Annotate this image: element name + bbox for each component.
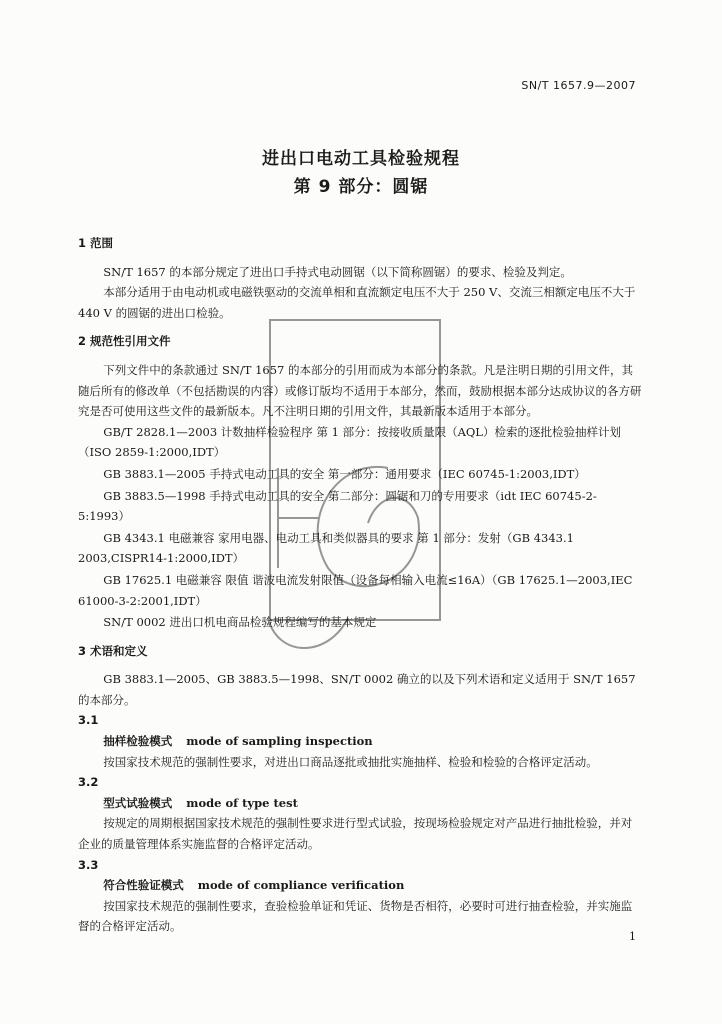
document-title: 进出口电动工具检验规程 [262,149,460,169]
term-number: 3.3 [78,857,99,872]
term-title [78,875,642,896]
paragraph: 本部分适用于由电动机或电磁铁驱动的交流单相和直流额定电压不大于 250 V、交流三相额定电压不大于 440 V 的圆锯的进出口检验。 [78,285,636,320]
section-heading-scope: 1 范围 [78,236,114,250]
section-heading-terms: 3 术语和定义 [78,643,148,658]
reference-item: GB 4343.1 电磁兼容 家用电器、电动工具和类似器具的要求 第 1 部分：发射（GB 4343.1 2003,CISPR14-1:2000,IDT） [78,530,574,566]
reference-item: GB/T 2828.1—2003 计数抽样检验程序 第 1 部分：按接收质量限（AQL）检索的逐批检验抽样计划（ISO 2859-1:2000,IDT） [78,424,621,460]
term-zh: 符合性验证模式 [103,878,184,893]
term-en: mode of sampling inspection [186,734,373,749]
paragraph: GB 3883.1—2005、GB 3883.5—1998、SN/T 0002 确立的以及下列术语和定义适用于 SN/T 1657 的本部分。 [78,672,636,707]
term-en: mode of type test [186,795,298,810]
standard-number: SN/T 1657.9—2007 [521,79,636,92]
document-body [78,229,642,937]
reference-item: GB 3883.5—1998 手持式电动工具的安全 第二部分：圆锯和刀的专用要求（idt IEC 60745-2-5:1993） [78,488,597,524]
term-definition: 按国家技术规范的强制性要求，对进出口商品逐批或抽批实施抽样、检验和检验的合格评定活动。 [103,754,598,769]
term-en: mode of compliance verification [197,878,405,893]
term-definition: 按规定的周期根据国家技术规范的强制性要求进行型式试验，按现场检验规定对产品进行抽批检验，并对企业的质量管理体系实施监督的合格评定活动。 [78,816,633,852]
paragraph: 下列文件中的条款通过 SN/T 1657 的本部分的引用而成为本部分的条款。凡是注明日期的引用文件，其随后所有的修改单（不包括勘误的内容）或修订版均不适用于本部分，然而，鼓励根据本部分达成协议的各方研究是否可使用这些文件的最新版本。凡不注明日期的引用文件，其最新版本适用于本部分。 [78,362,642,419]
reference-item: GB 3883.1—2005 手持式电动工具的安全 第一部分：通用要求（IEC 60745-1:2003,IDT） [103,466,586,481]
reference-item: SN/T 0002 进出口机电商品检验规程编写的基本规定 [103,615,377,630]
term-number: 3.2 [78,775,99,790]
term-number: 3.1 [78,713,99,728]
paragraph: SN/T 1657 的本部分规定了进出口手持式电动圆锯（以下简称圆锯）的要求、检验及判定。 [103,264,572,279]
term-title [78,731,642,752]
document-subtitle: 第 9 部分：圆锯 [293,177,429,197]
term-definition: 按国家技术规范的强制性要求，查验检验单证和凭证、货物是否相符，必要时可进行抽查检验，并实施监督的合格评定活动。 [78,898,633,934]
page-number: 1 [629,930,636,943]
term-zh: 抽样检验模式 [103,734,173,749]
term-title [78,793,642,814]
reference-item: GB 17625.1 电磁兼容 限值 谐波电流发射限值（设备每相输入电流≤16A）（GB 17625.1—2003,IEC 61000-3-2:2001,IDT） [78,572,633,608]
term-zh: 型式试验模式 [103,795,173,810]
section-heading-normative-references: 2 规范性引用文件 [78,334,171,349]
